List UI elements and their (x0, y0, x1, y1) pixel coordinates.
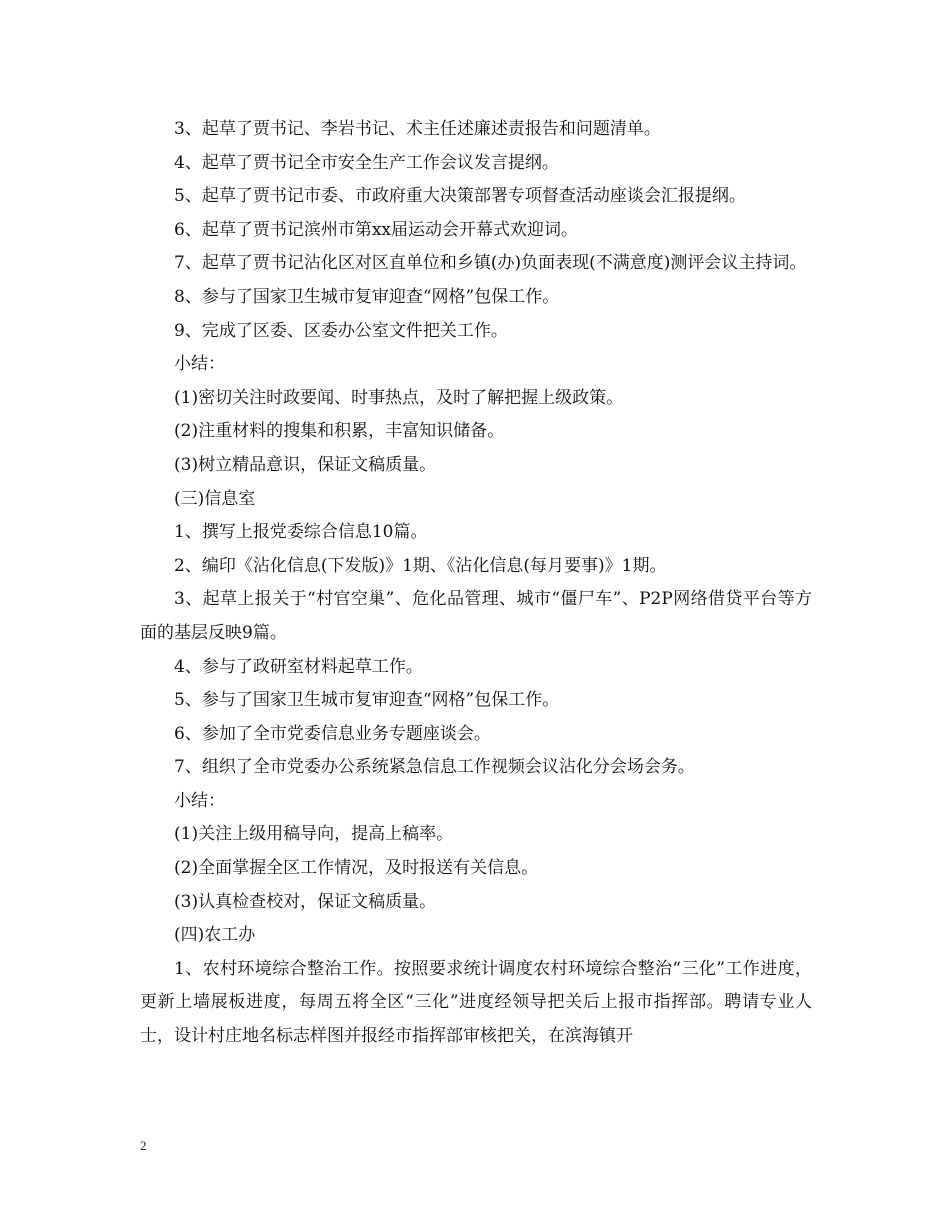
section-heading: (四)农工办 (174, 925, 256, 946)
paragraph: 4、起草了贾书记全市安全生产工作会议发言提纲。 (174, 152, 559, 173)
page-number: 2 (140, 1138, 147, 1153)
paragraph: 7、组织了全市党委办公系统紧急信息工作视频会议沾化分会场会务。 (174, 757, 695, 778)
paragraph: 3、起草了贾书记、李岩书记、术主任述廉述责报告和问题清单。 (174, 119, 661, 139)
paragraph: 1、撰写上报党委综合信息10篇。 (174, 522, 428, 543)
paragraph: 6、起草了贾书记滨州市第xx届运动会开幕式欢迎词。 (174, 219, 578, 240)
paragraph: 5、参与了国家卫生城市复审迎查“网格”包保工作。 (174, 690, 560, 711)
section-heading: (三)信息室 (174, 488, 256, 509)
paragraph: (2)全面掌握全区工作情况，及时报送有关信息。 (174, 858, 539, 879)
paragraph: 6、参加了全市党委信息业务专题座谈会。 (174, 723, 491, 744)
paragraph: 5、起草了贾书记市委、市政府重大决策部署专项督查活动座谈会汇报提纲。 (174, 186, 746, 207)
summary-heading: 小结： (174, 354, 225, 375)
paragraph: 7、起草了贾书记沾化区对区直单位和乡镇(办)负面表现(不满意度)测评会议主持词。 (174, 253, 807, 274)
paragraph: (1)关注上级用稿导向，提高上稿率。 (174, 824, 454, 845)
document-body (140, 113, 812, 1054)
paragraph: (1)密切关注时政要闻、时事热点，及时了解把握上级政策。 (174, 387, 624, 408)
paragraph: 9、完成了区委、区委办公室文件把关工作。 (174, 320, 508, 341)
paragraph: 4、参与了政研室材料起草工作。 (174, 656, 423, 677)
paragraph: (3)树立精品意识，保证文稿质量。 (174, 454, 437, 475)
paragraph: (2)注重材料的搜集和积累，丰富知识储备。 (174, 421, 505, 442)
summary-heading: 小结： (174, 790, 225, 811)
paragraph: 3、起草上报关于“村官空巢”、危化品管理、城市“僵尸车”、P2P网络借贷平台等方面的基层反映9篇。 (140, 589, 812, 643)
paragraph: 2、编印《沾化信息(下发版)》1期、《沾化信息(每月要事)》1期。 (174, 555, 667, 576)
paragraph: 8、参与了国家卫生城市复审迎查“网格”包保工作。 (174, 286, 560, 307)
paragraph: (3)认真检查校对，保证文稿质量。 (174, 891, 437, 912)
paragraph: 1、农村环境综合整治工作。按照要求统计调度农村环境综合整治“三化”工作进度，更新上墙展板进度，每周五将全区“三化”进度经领导把关后上报市指挥部。聘请专业人士，设计村庄地名标志样图并报经市指挥部审核把关，在滨海镇开 (140, 958, 812, 1047)
